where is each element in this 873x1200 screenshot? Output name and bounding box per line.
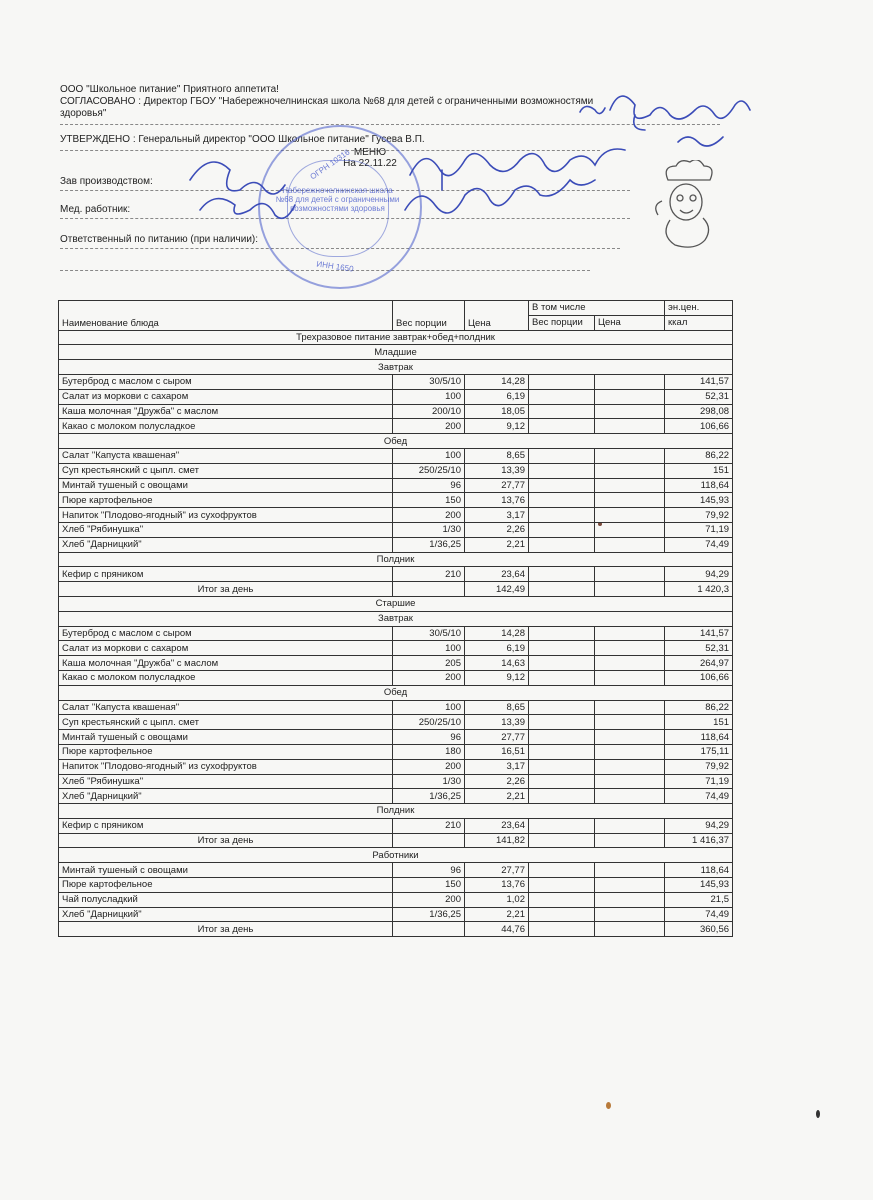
total-weight: [393, 582, 465, 597]
dish-kcal: 94,29: [665, 818, 733, 833]
dish-kcal: 141,57: [665, 626, 733, 641]
meal-plan-row: [59, 330, 733, 345]
dish-name: Каша молочная "Дружба" с маслом: [59, 404, 393, 419]
dish-sub-weight: [529, 789, 595, 804]
dish-weight: 96: [393, 730, 465, 745]
dish-kcal: 151: [665, 715, 733, 730]
dish-name: Бутерброд с маслом с сыром: [59, 626, 393, 641]
col-header-name: Наименование блюда: [59, 301, 393, 331]
section-row-label: Обед: [59, 685, 733, 700]
dish-name: Минтай тушеный с овощами: [59, 730, 393, 745]
group-row: [59, 848, 733, 863]
approved-line: УТВЕРЖДЕНО : Генеральный директор "ООО Школьное питание" Гусева В.П.: [60, 134, 425, 145]
table-row: [59, 537, 733, 552]
dish-weight: 150: [393, 878, 465, 893]
dish-kcal: 106,66: [665, 670, 733, 685]
total-price: 142,49: [465, 582, 529, 597]
total-sub-price: [595, 833, 665, 848]
table-row: [59, 670, 733, 685]
table-row: [59, 878, 733, 893]
section-row-label: Завтрак: [59, 611, 733, 626]
total-row: [59, 833, 733, 848]
dish-price: 6,19: [465, 641, 529, 656]
dish-price: 3,17: [465, 759, 529, 774]
dish-name: Салат "Капуста квашеная": [59, 700, 393, 715]
dish-price: 8,65: [465, 700, 529, 715]
dish-name: Салат из моркови с сахаром: [59, 641, 393, 656]
dish-kcal: 71,19: [665, 774, 733, 789]
col-header-sub-weight: Вес порции: [529, 315, 595, 330]
dish-price: 27,77: [465, 478, 529, 493]
dish-sub-price: [595, 478, 665, 493]
dish-price: 13,76: [465, 493, 529, 508]
group-row: [59, 596, 733, 611]
dish-name: Пюре картофельное: [59, 744, 393, 759]
dish-kcal: 298,08: [665, 404, 733, 419]
col-header-weight: Вес порции: [393, 301, 465, 331]
dish-weight: 250/25/10: [393, 463, 465, 478]
dish-name: Каша молочная "Дружба" с маслом: [59, 656, 393, 671]
total-weight: [393, 922, 465, 937]
dish-weight: 200: [393, 759, 465, 774]
dish-weight: 180: [393, 744, 465, 759]
dish-sub-weight: [529, 759, 595, 774]
dish-sub-price: [595, 878, 665, 893]
table-row: [59, 404, 733, 419]
dish-sub-weight: [529, 744, 595, 759]
production-head-label: Зав производством:: [60, 176, 153, 187]
dish-sub-weight: [529, 478, 595, 493]
dish-price: 13,39: [465, 715, 529, 730]
dish-sub-price: [595, 818, 665, 833]
total-weight: [393, 833, 465, 848]
dish-price: 23,64: [465, 818, 529, 833]
dish-sub-price: [595, 700, 665, 715]
dish-kcal: 86,22: [665, 448, 733, 463]
total-label: Итог за день: [59, 833, 393, 848]
total-row: [59, 582, 733, 597]
table-row: [59, 419, 733, 434]
dish-weight: 200: [393, 892, 465, 907]
dish-kcal: 151: [665, 463, 733, 478]
dish-weight: 250/25/10: [393, 715, 465, 730]
total-sub-weight: [529, 833, 595, 848]
dish-kcal: 21,5: [665, 892, 733, 907]
dish-weight: 1/36,25: [393, 789, 465, 804]
dish-sub-weight: [529, 774, 595, 789]
dish-kcal: 118,64: [665, 730, 733, 745]
dish-price: 3,17: [465, 508, 529, 523]
section-row: [59, 434, 733, 449]
table-row: [59, 463, 733, 478]
dish-name: Кефир с пряником: [59, 567, 393, 582]
dish-sub-price: [595, 670, 665, 685]
group-row-label: Младшие: [59, 345, 733, 360]
responsible-label: Ответственный по питанию (при наличии):: [60, 234, 259, 245]
dish-price: 2,26: [465, 774, 529, 789]
dish-price: 6,19: [465, 389, 529, 404]
total-kcal: 360,56: [665, 922, 733, 937]
dish-weight: 1/36,25: [393, 537, 465, 552]
scan-speck: [816, 1110, 820, 1118]
table-row: [59, 493, 733, 508]
dish-price: 9,12: [465, 670, 529, 685]
dish-name: Пюре картофельное: [59, 878, 393, 893]
dish-sub-weight: [529, 878, 595, 893]
section-row: [59, 685, 733, 700]
total-sub-price: [595, 582, 665, 597]
dish-price: 18,05: [465, 404, 529, 419]
group-row: [59, 345, 733, 360]
dish-sub-weight: [529, 641, 595, 656]
total-sub-weight: [529, 922, 595, 937]
section-row-label: Обед: [59, 434, 733, 449]
table-row: [59, 374, 733, 389]
col-header-price: Цена: [465, 301, 529, 331]
dish-weight: 100: [393, 641, 465, 656]
agreed-line-2: здоровья": [60, 108, 107, 119]
dish-sub-price: [595, 641, 665, 656]
dish-price: 16,51: [465, 744, 529, 759]
dish-kcal: 71,19: [665, 522, 733, 537]
dish-kcal: 74,49: [665, 789, 733, 804]
dish-sub-price: [595, 715, 665, 730]
dish-sub-price: [595, 448, 665, 463]
dish-sub-weight: [529, 493, 595, 508]
dish-sub-weight: [529, 508, 595, 523]
table-row: [59, 863, 733, 878]
dish-price: 2,21: [465, 789, 529, 804]
dish-weight: 210: [393, 567, 465, 582]
dish-name: Хлеб "Дарницкий": [59, 907, 393, 922]
dish-sub-price: [595, 656, 665, 671]
total-kcal: 1 416,37: [665, 833, 733, 848]
dish-weight: 200: [393, 508, 465, 523]
dish-weight: 100: [393, 389, 465, 404]
dish-kcal: 52,31: [665, 389, 733, 404]
dish-sub-price: [595, 892, 665, 907]
section-row: [59, 552, 733, 567]
dish-name: Хлеб "Рябинушка": [59, 522, 393, 537]
dish-weight: 100: [393, 700, 465, 715]
dish-kcal: 79,92: [665, 759, 733, 774]
dish-sub-weight: [529, 907, 595, 922]
dish-price: 23,64: [465, 567, 529, 582]
dish-weight: 210: [393, 818, 465, 833]
dish-kcal: 79,92: [665, 508, 733, 523]
dish-name: Напиток "Плодово-ягодный" из сухофруктов: [59, 508, 393, 523]
dish-sub-weight: [529, 389, 595, 404]
dish-name: Чай полусладкий: [59, 892, 393, 907]
table-row: [59, 907, 733, 922]
dish-weight: 200: [393, 419, 465, 434]
dish-price: 27,77: [465, 730, 529, 745]
dish-kcal: 145,93: [665, 878, 733, 893]
stamp-text: Набережночелнинская школа №68 для детей с ограниченными возможностями здоровья: [275, 186, 400, 213]
section-row-label: Полдник: [59, 804, 733, 819]
chef-mascot-logo: [650, 160, 720, 250]
dish-name: Кефир с пряником: [59, 818, 393, 833]
table-row: [59, 448, 733, 463]
table-row: [59, 656, 733, 671]
col-header-energy: эн.цен.: [665, 301, 733, 316]
dish-name: Суп крестьянский с цыпл. смет: [59, 715, 393, 730]
dish-name: Минтай тушеный с овощами: [59, 863, 393, 878]
meal-plan-row-label: Трехразовое питание завтрак+обед+полдник: [59, 330, 733, 345]
total-sub-weight: [529, 582, 595, 597]
col-header-including: В том числе: [529, 301, 665, 316]
stamp-inn: ИНН 1650: [315, 259, 355, 274]
dish-sub-weight: [529, 404, 595, 419]
org-line: ООО "Школьное питание" Приятного аппетита!: [60, 84, 279, 95]
dish-name: Хлеб "Дарницкий": [59, 537, 393, 552]
dish-price: 8,65: [465, 448, 529, 463]
group-row-label: Старшие: [59, 596, 733, 611]
dish-kcal: 175,11: [665, 744, 733, 759]
menu-word: МЕНЮ: [353, 147, 387, 158]
dish-weight: 100: [393, 448, 465, 463]
dish-sub-price: [595, 759, 665, 774]
dish-sub-price: [595, 404, 665, 419]
dish-kcal: 118,64: [665, 863, 733, 878]
total-sub-price: [595, 922, 665, 937]
dish-price: 14,63: [465, 656, 529, 671]
dish-name: Суп крестьянский с цыпл. смет: [59, 463, 393, 478]
table-row: [59, 478, 733, 493]
section-row: [59, 611, 733, 626]
dish-kcal: 52,31: [665, 641, 733, 656]
dish-weight: 150: [393, 493, 465, 508]
group-row-label: Работники: [59, 848, 733, 863]
dish-kcal: 141,57: [665, 374, 733, 389]
dish-sub-weight: [529, 567, 595, 582]
dish-price: 14,28: [465, 626, 529, 641]
dish-sub-weight: [529, 448, 595, 463]
dish-sub-price: [595, 419, 665, 434]
table-row: [59, 508, 733, 523]
table-row: [59, 744, 733, 759]
agreed-line: СОГЛАСОВАНО : Директор ГБОУ "Набережночелнинская школа №68 для детей с ограниченными возможностями: [60, 96, 594, 107]
dish-sub-weight: [529, 715, 595, 730]
dish-price: 2,21: [465, 537, 529, 552]
dish-sub-weight: [529, 670, 595, 685]
dish-sub-weight: [529, 730, 595, 745]
dish-sub-weight: [529, 818, 595, 833]
dish-weight: 205: [393, 656, 465, 671]
dish-sub-price: [595, 463, 665, 478]
dish-sub-price: [595, 493, 665, 508]
dish-sub-weight: [529, 863, 595, 878]
dish-kcal: 86,22: [665, 700, 733, 715]
dish-weight: 200/10: [393, 404, 465, 419]
dish-name: Салат из моркови с сахаром: [59, 389, 393, 404]
medic-label: Мед. работник:: [60, 204, 131, 215]
dish-name: Хлеб "Рябинушка": [59, 774, 393, 789]
dish-name: Минтай тушеный с овощами: [59, 478, 393, 493]
table-row: [59, 774, 733, 789]
table-row: [59, 700, 733, 715]
dish-sub-weight: [529, 463, 595, 478]
dish-name: Салат "Капуста квашеная": [59, 448, 393, 463]
dish-name: Какао с молоком полусладкое: [59, 419, 393, 434]
total-label: Итог за день: [59, 922, 393, 937]
dish-kcal: 118,64: [665, 478, 733, 493]
table-row: [59, 715, 733, 730]
dish-sub-price: [595, 537, 665, 552]
dish-weight: 30/5/10: [393, 374, 465, 389]
dish-kcal: 145,93: [665, 493, 733, 508]
table-row: [59, 759, 733, 774]
section-row: [59, 804, 733, 819]
dish-weight: 200: [393, 670, 465, 685]
dish-sub-weight: [529, 419, 595, 434]
section-row: [59, 360, 733, 375]
total-label: Итог за день: [59, 582, 393, 597]
dish-sub-price: [595, 863, 665, 878]
dish-sub-price: [595, 730, 665, 745]
dish-sub-price: [595, 907, 665, 922]
table-row: [59, 818, 733, 833]
dish-sub-weight: [529, 656, 595, 671]
col-header-kcal: ккал: [665, 315, 733, 330]
dish-sub-price: [595, 626, 665, 641]
table-row: [59, 892, 733, 907]
total-price: 141,82: [465, 833, 529, 848]
section-row-label: Полдник: [59, 552, 733, 567]
total-price: 44,76: [465, 922, 529, 937]
total-row: [59, 922, 733, 937]
dish-sub-price: [595, 744, 665, 759]
dish-kcal: 74,49: [665, 907, 733, 922]
col-header-sub-price: Цена: [595, 315, 665, 330]
dish-weight: 1/36,25: [393, 907, 465, 922]
dish-sub-weight: [529, 626, 595, 641]
stamp-ogrn: ОГРН 10316: [308, 147, 352, 182]
dish-sub-weight: [529, 700, 595, 715]
dish-kcal: 74,49: [665, 537, 733, 552]
dish-price: 13,39: [465, 463, 529, 478]
dish-kcal: 106,66: [665, 419, 733, 434]
dish-sub-price: [595, 567, 665, 582]
dish-price: 1,02: [465, 892, 529, 907]
menu-table: [58, 300, 733, 937]
menu-date: На 22.11.22: [343, 158, 397, 169]
dish-name: Какао с молоком полусладкое: [59, 670, 393, 685]
dish-sub-price: [595, 508, 665, 523]
dish-price: 2,26: [465, 522, 529, 537]
dish-sub-price: [595, 522, 665, 537]
dish-kcal: 264,97: [665, 656, 733, 671]
dish-sub-price: [595, 389, 665, 404]
dish-sub-price: [595, 774, 665, 789]
menu-table-body: [59, 330, 733, 937]
dish-weight: 1/30: [393, 522, 465, 537]
dish-price: 9,12: [465, 419, 529, 434]
table-row: [59, 730, 733, 745]
dish-kcal: 94,29: [665, 567, 733, 582]
table-row: [59, 567, 733, 582]
scan-speck: [606, 1102, 611, 1109]
dish-name: Бутерброд с маслом с сыром: [59, 374, 393, 389]
dish-price: 27,77: [465, 863, 529, 878]
dish-sub-weight: [529, 522, 595, 537]
total-kcal: 1 420,3: [665, 582, 733, 597]
dish-weight: 96: [393, 478, 465, 493]
dish-weight: 96: [393, 863, 465, 878]
table-row: [59, 522, 733, 537]
table-row: [59, 789, 733, 804]
dish-name: Напиток "Плодово-ягодный" из сухофруктов: [59, 759, 393, 774]
dish-price: 14,28: [465, 374, 529, 389]
section-row-label: Завтрак: [59, 360, 733, 375]
dish-name: Пюре картофельное: [59, 493, 393, 508]
table-row: [59, 626, 733, 641]
dish-sub-price: [595, 374, 665, 389]
dish-sub-weight: [529, 892, 595, 907]
dish-price: 13,76: [465, 878, 529, 893]
table-row: [59, 389, 733, 404]
dish-name: Хлеб "Дарницкий": [59, 789, 393, 804]
dish-sub-weight: [529, 537, 595, 552]
dish-weight: 1/30: [393, 774, 465, 789]
dish-weight: 30/5/10: [393, 626, 465, 641]
dish-sub-weight: [529, 374, 595, 389]
dish-sub-price: [595, 789, 665, 804]
table-row: [59, 641, 733, 656]
dish-price: 2,21: [465, 907, 529, 922]
